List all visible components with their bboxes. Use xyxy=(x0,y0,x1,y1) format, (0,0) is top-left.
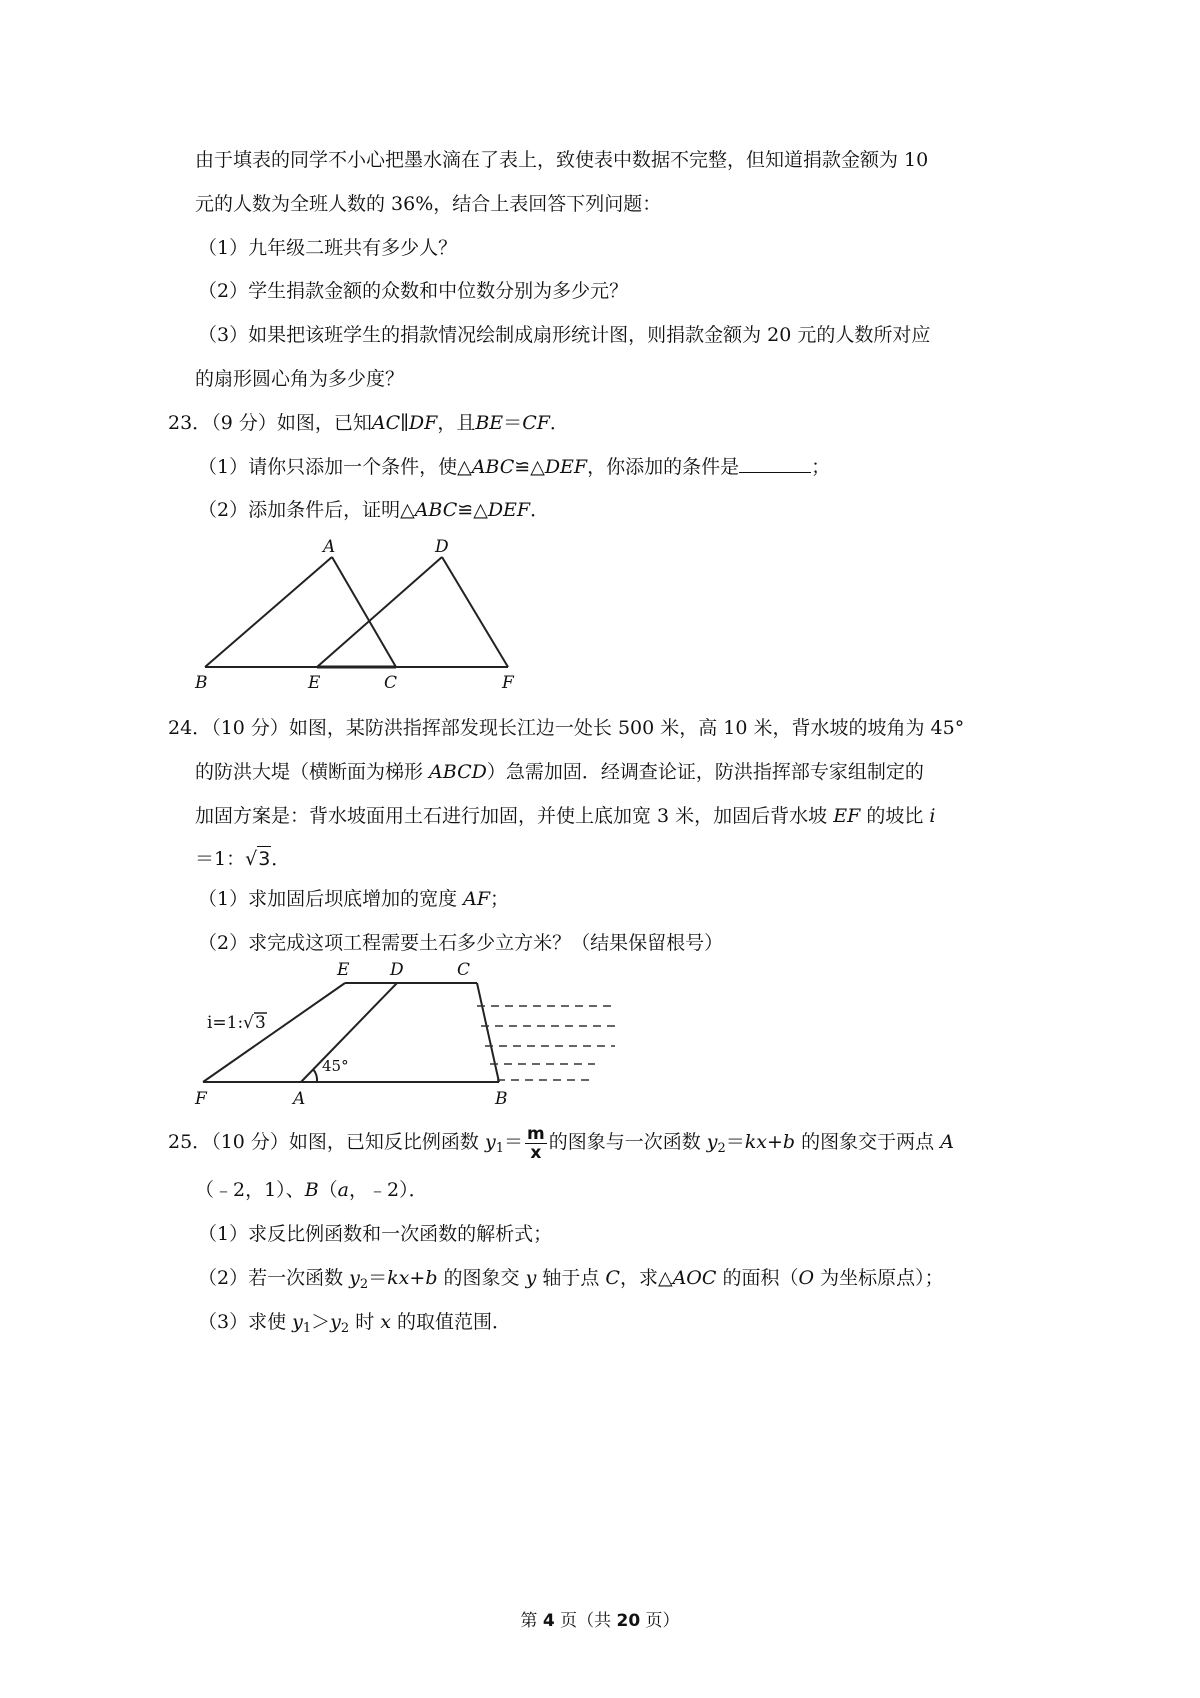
angle-label: 45° xyxy=(322,1057,349,1075)
q24-stem-line2 xyxy=(195,760,924,784)
q23-period: ． xyxy=(549,412,569,434)
q23-parallel: ∥ xyxy=(400,412,409,434)
label-f: F xyxy=(502,673,514,693)
q23-number: 23． xyxy=(168,412,212,434)
q25-sub2-aoc: AOC xyxy=(672,1267,717,1289)
footer-pre: 第 xyxy=(520,1611,543,1631)
q25-sub2-c: 轴于点 xyxy=(536,1267,606,1289)
q24-figure xyxy=(185,958,625,1110)
q24-line1-text: 如图，某防洪指挥部发现长江边一处长 500 米，高 10 米，背水坡的坡角为 45° xyxy=(288,717,965,739)
slope-root-value: 3 xyxy=(255,1013,266,1033)
q25-y1: y xyxy=(484,1131,496,1153)
segment-ed xyxy=(317,557,442,667)
q22-sub3-line1: （3）如果把该班学生的捐款情况绘制成扇形统计图，则捐款金额为 20 元的人数所对应 xyxy=(198,324,931,346)
q24-line3-b: 的坡比 xyxy=(860,805,930,827)
q25-line2-b: （ xyxy=(318,1179,338,1201)
q24-sub1-text: （1）求加固后坝底增加的宽度 xyxy=(198,888,464,910)
q24-line2-a: 的防洪大堤（横断面为梯形 xyxy=(195,761,430,783)
q25-score: （10 分） xyxy=(211,1131,289,1153)
q24-line4-a: ＝1： xyxy=(195,848,246,870)
q25-sub2-yaxis: y xyxy=(525,1267,537,1289)
segment-ad xyxy=(301,983,397,1082)
q23-sub1-end: ； xyxy=(811,456,831,478)
label-b: B xyxy=(195,673,208,693)
q25-sub2-eq: ＝ xyxy=(368,1267,388,1289)
q25-sub-2: 2 xyxy=(717,1141,726,1156)
q24-stem-line4 xyxy=(195,846,290,871)
total-pages: 20 xyxy=(616,1611,641,1631)
q25-point-b: B xyxy=(304,1179,319,1201)
q24-line4-b: ． xyxy=(271,848,291,870)
q25-m: m xyxy=(526,1123,545,1144)
q23-cong-2: ≌△ xyxy=(457,499,488,521)
label-a: A xyxy=(293,1089,306,1109)
q24-line2-b: ）急需加固．经调查论证，防洪指挥部专家组制定的 xyxy=(486,761,924,783)
label-b: B xyxy=(495,1089,508,1109)
q25-sub-1: 1 xyxy=(495,1141,504,1156)
q23-abc: ABC xyxy=(471,456,515,478)
q23-be: BE xyxy=(475,412,504,434)
fraction-m-over-x xyxy=(525,1125,547,1162)
q24-stem-line3 xyxy=(195,804,935,828)
slope-root-symbol: √ xyxy=(243,1013,254,1033)
page-number: 4 xyxy=(542,1611,555,1631)
q24-af: AF xyxy=(463,888,491,910)
q24-score: （10 分） xyxy=(211,717,289,739)
q22-paragraph-line1: 由于填表的同学不小心把墨水滴在了表上，致使表中数据不完整，但知道捐款金额为 10 xyxy=(195,149,929,171)
q25-sub2-y: y xyxy=(349,1267,360,1289)
q25-sub2-o: O xyxy=(798,1267,815,1289)
q24-number: 24． xyxy=(168,717,212,739)
q25-sub3-a: （3）求使 xyxy=(198,1311,293,1333)
q25-sub1: （1）求反比例函数和一次函数的解析式； xyxy=(198,1223,553,1245)
q23-sub1-text-b: ，你添加的条件是 xyxy=(587,456,740,478)
q23-sub1-text: （1）请你只添加一个条件，使△ xyxy=(198,456,472,478)
label-a: A xyxy=(323,537,336,557)
q25-sub2-sub: 2 xyxy=(359,1277,369,1292)
q25-number: 25． xyxy=(168,1131,212,1153)
q25-sub3-sub2: 2 xyxy=(340,1321,350,1336)
q23-and: ，且 xyxy=(437,412,476,434)
q24-sqrt-value: 3 xyxy=(258,848,271,870)
q25-sub3-y1: y xyxy=(292,1311,303,1333)
q25-line2-a: （﹣2，1）、 xyxy=(195,1179,305,1201)
q23-df: DF xyxy=(408,412,438,434)
q25-sub3-b: 时 xyxy=(349,1311,381,1333)
q22-sub2: （2）学生捐款金额的众数和中位数分别为多少元？ xyxy=(198,280,629,302)
q23-sub1 xyxy=(198,455,830,479)
q25-y2: y xyxy=(706,1131,718,1153)
q24-stem-line1 xyxy=(168,716,964,740)
segment-ac xyxy=(332,557,396,667)
q24-ef: EF xyxy=(833,805,861,827)
q25-sub2-d: ，求△ xyxy=(619,1267,673,1289)
q23-ac: AC xyxy=(371,412,401,434)
q25-sub3-gt: ＞ xyxy=(311,1311,331,1333)
label-c: C xyxy=(457,960,471,980)
q24-abcd: ABCD xyxy=(429,761,487,783)
water-lines xyxy=(477,1006,615,1080)
label-d: D xyxy=(390,960,404,980)
q23-cong: ≌△ xyxy=(514,456,545,478)
q25-tail: 的图象交于两点 xyxy=(795,1131,941,1153)
q25-sub2-kxb: kx+b xyxy=(387,1267,438,1289)
q23-cf: CF xyxy=(522,412,550,434)
label-e: E xyxy=(337,960,350,980)
label-e: E xyxy=(308,673,321,693)
q25-sub3-x: x xyxy=(380,1311,391,1333)
q23-def-2: DEF xyxy=(487,499,531,521)
q24-sub1-end: ； xyxy=(490,888,510,910)
answer-blank xyxy=(739,455,811,473)
segment-cb xyxy=(477,983,499,1082)
q25-line2-c: ，﹣2）． xyxy=(349,1179,428,1201)
q24-i: i xyxy=(929,805,936,827)
q23-stem xyxy=(168,411,569,435)
q25-kxb: kx+b xyxy=(744,1131,796,1153)
q25-sub2-e: 的面积（ xyxy=(716,1267,799,1289)
slope-label: i=1: xyxy=(207,1013,244,1033)
q25-eq-2: ＝ xyxy=(725,1131,745,1153)
q25-stem-line2 xyxy=(195,1178,428,1202)
q25-sub2-a: （2）若一次函数 xyxy=(198,1267,350,1289)
q25-sub3-sub1: 1 xyxy=(302,1321,312,1336)
q25-point-a: A xyxy=(940,1131,954,1153)
q24-sub1 xyxy=(198,887,509,911)
label-c: C xyxy=(384,673,398,693)
q23-sub2 xyxy=(198,498,549,522)
q23-sub2-text: （2）添加条件后，证明△ xyxy=(198,499,415,521)
q25-sub2-b: 的图象交 xyxy=(437,1267,526,1289)
label-f: F xyxy=(195,1089,207,1109)
sqrt-symbol: √3 xyxy=(245,848,271,870)
q25-eq: ＝ xyxy=(503,1131,523,1153)
q24-sub2: （2）求完成这项工程需要土石多少立方米？（结果保留根号） xyxy=(198,932,724,954)
q25-intro: 如图，已知反比例函数 xyxy=(288,1131,485,1153)
q22-paragraph-line2: 元的人数为全班人数的 36%，结合上表回答下列问题： xyxy=(195,193,662,215)
footer-mid: 页（共 xyxy=(554,1611,617,1631)
q25-a-var: a xyxy=(337,1179,349,1201)
q23-figure xyxy=(180,530,540,695)
footer-post: 页） xyxy=(640,1611,680,1631)
segment-df xyxy=(442,557,508,667)
q25-sub2-point-c: C xyxy=(605,1267,620,1289)
q22-sub1: （1）九年级二班共有多少人？ xyxy=(198,237,458,259)
q22-sub3-line2: 的扇形圆心角为多少度？ xyxy=(195,368,405,390)
q25-sub2-f: 为坐标原点）； xyxy=(814,1267,944,1289)
q25-x: x xyxy=(530,1142,542,1163)
q23-intro: 如图，已知 xyxy=(276,412,372,434)
q25-sub3 xyxy=(198,1310,511,1334)
label-d: D xyxy=(435,537,449,557)
q25-sub3-c: 的取值范围． xyxy=(391,1311,512,1333)
q23-score: （9 分） xyxy=(211,412,277,434)
q25-sub2 xyxy=(198,1266,944,1290)
q25-stem-line1 xyxy=(168,1122,954,1162)
q25-mid: 的图象与一次函数 xyxy=(548,1131,707,1153)
q25-sub3-y2: y xyxy=(330,1311,341,1333)
page-footer xyxy=(0,1606,1200,1631)
segment-ab xyxy=(205,557,332,667)
q23-period-2: ． xyxy=(530,499,550,521)
q23-def: DEF xyxy=(544,456,588,478)
q24-line3-a: 加固方案是：背水坡面用土石进行加固，并使上底加宽 3 米，加固后背水坡 xyxy=(195,805,834,827)
q23-eq: ＝ xyxy=(503,412,523,434)
angle-arc xyxy=(313,1069,317,1082)
q23-abc-2: ABC xyxy=(414,499,458,521)
